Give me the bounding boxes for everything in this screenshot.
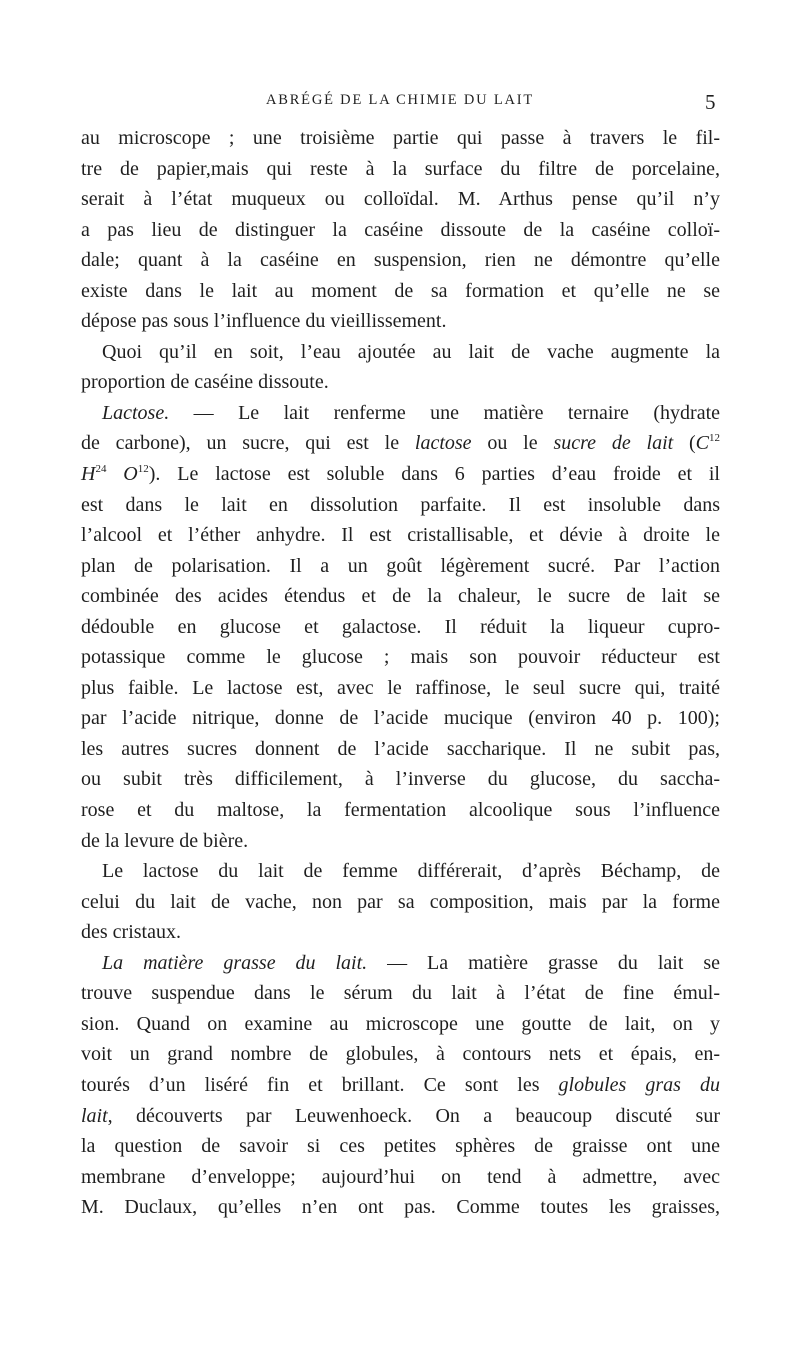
text-line: dale; quant à la caséine en suspension, rien ne démontre qu’elle bbox=[81, 249, 720, 272]
formula-subscript: 12 bbox=[137, 463, 149, 476]
text-line: proportion de caséine dissoute. bbox=[81, 371, 329, 394]
text-line: potassique comme le glucose ; mais son pouvoir réducteur est bbox=[81, 646, 720, 669]
body-text bbox=[81, 123, 720, 1223]
text-line: rose et du maltose, la fermentation alcoolique sous l’influence bbox=[81, 799, 720, 822]
term-lactose: lactose bbox=[414, 432, 472, 455]
text-segment: ou le bbox=[471, 432, 554, 455]
text-line: membrane d’enveloppe; aujourd’hui on tend à admettre, avec bbox=[81, 1165, 720, 1188]
text-line: est dans le lait en dissolution parfaite. Il est insoluble dans bbox=[81, 493, 720, 516]
text-line bbox=[81, 948, 720, 979]
text-line: sion. Quand on examine au microscope une goutte de lait, on y bbox=[81, 1012, 720, 1035]
text-line: des cristaux. bbox=[81, 921, 181, 944]
formula-element: H bbox=[81, 463, 96, 486]
text-line: serait à l’état muqueux ou colloïdal. M. Arthus pense qu’il n’y bbox=[81, 188, 720, 211]
text-segment: ( bbox=[673, 432, 696, 455]
term-lait: lait bbox=[81, 1104, 108, 1127]
text-line bbox=[81, 398, 720, 429]
text-line bbox=[81, 459, 720, 490]
text-line: ou subit très difficilement, à l’inverse du glucose, du saccha- bbox=[81, 768, 720, 791]
text-line: les autres sucres donnent de l’acide saccharique. Il ne subit pas, bbox=[81, 737, 720, 760]
formula-subscript: 12 bbox=[709, 432, 721, 445]
text-line: plan de polarisation. Il a un goût légèrement sucré. Par l’action bbox=[81, 554, 720, 577]
page-number: 5 bbox=[705, 90, 716, 114]
text-line: dépose pas sous l’influence du vieillissement. bbox=[81, 310, 447, 333]
text-line bbox=[81, 428, 720, 459]
formula-element: C bbox=[695, 432, 710, 455]
text-line: l’alcool et l’éther anhydre. Il est cristallisable, et dévie à droite le bbox=[81, 524, 720, 547]
text-segment: — La matière grasse du lait se bbox=[367, 951, 721, 974]
text-line: celui du lait de vache, non par sa composition, mais par la forme bbox=[81, 890, 720, 913]
text-segment: de carbone), un sucre, qui est le bbox=[81, 432, 415, 455]
text-line: M. Duclaux, qu’elles n’en ont pas. Comme toutes les graisses, bbox=[81, 1196, 720, 1219]
text-line: existe dans le lait au moment de sa formation et qu’elle ne se bbox=[81, 279, 720, 302]
text-segment: tourés d’un liséré fin et brillant. Ce sont les bbox=[81, 1073, 559, 1096]
text-line: a pas lieu de distinguer la caséine dissoute de la caséine colloï- bbox=[81, 218, 720, 241]
text-line: Le lactose du lait de femme différerait, d’après Béchamp, de bbox=[102, 860, 720, 883]
text-line: de la levure de bière. bbox=[81, 829, 249, 852]
text-line: la question de savoir si ces petites sphères de graisse ont une bbox=[81, 1135, 720, 1158]
section-heading-matiere-grasse: La matière grasse du lait. bbox=[102, 951, 368, 974]
formula-subscript: 24 bbox=[95, 463, 107, 476]
term-sucre-de-lait: sucre de lait bbox=[553, 432, 674, 455]
running-title: ABRÉGÉ DE LA CHIMIE DU LAIT bbox=[265, 92, 535, 108]
text-line bbox=[81, 1101, 720, 1132]
text-segment: — Le lait renferme une matière ternaire (hydrate bbox=[169, 401, 720, 424]
text-line: combinée des acides étendus et de la chaleur, le sucre de lait se bbox=[81, 585, 720, 608]
formula-element: O bbox=[123, 463, 138, 486]
text-line: au microscope ; une troisième partie qui passe à travers le fil- bbox=[81, 127, 720, 149]
text-line: tre de papier,mais qui reste à la surface du filtre de porcelaine, bbox=[81, 157, 720, 180]
text-line: dédouble en glucose et galactose. Il réduit la liqueur cupro- bbox=[81, 615, 720, 638]
text-line: trouve suspendue dans le sérum du lait à l’état de fine émul- bbox=[81, 982, 720, 1005]
text-segment bbox=[106, 463, 123, 485]
text-segment: , découverts par Leuwenhoeck. On a beaucoup discuté sur bbox=[107, 1104, 720, 1127]
section-heading-lactose: Lactose. bbox=[102, 401, 170, 424]
text-segment: ). Le lactose est soluble dans 6 parties d’eau froide et il bbox=[148, 463, 720, 486]
term-globules-gras: globules gras du bbox=[558, 1073, 720, 1096]
text-line: voit un grand nombre de globules, à contours nets et épais, en- bbox=[81, 1043, 720, 1066]
text-line: par l’acide nitrique, donne de l’acide mucique (environ 40 p. 100); bbox=[81, 707, 720, 730]
text-line: plus faible. Le lactose est, avec le raffinose, le seul sucre qui, traité bbox=[81, 676, 720, 699]
text-line: Quoi qu’il en soit, l’eau ajoutée au lait de vache augmente la bbox=[102, 340, 720, 363]
text-line bbox=[81, 1070, 720, 1101]
running-head bbox=[0, 92, 800, 116]
